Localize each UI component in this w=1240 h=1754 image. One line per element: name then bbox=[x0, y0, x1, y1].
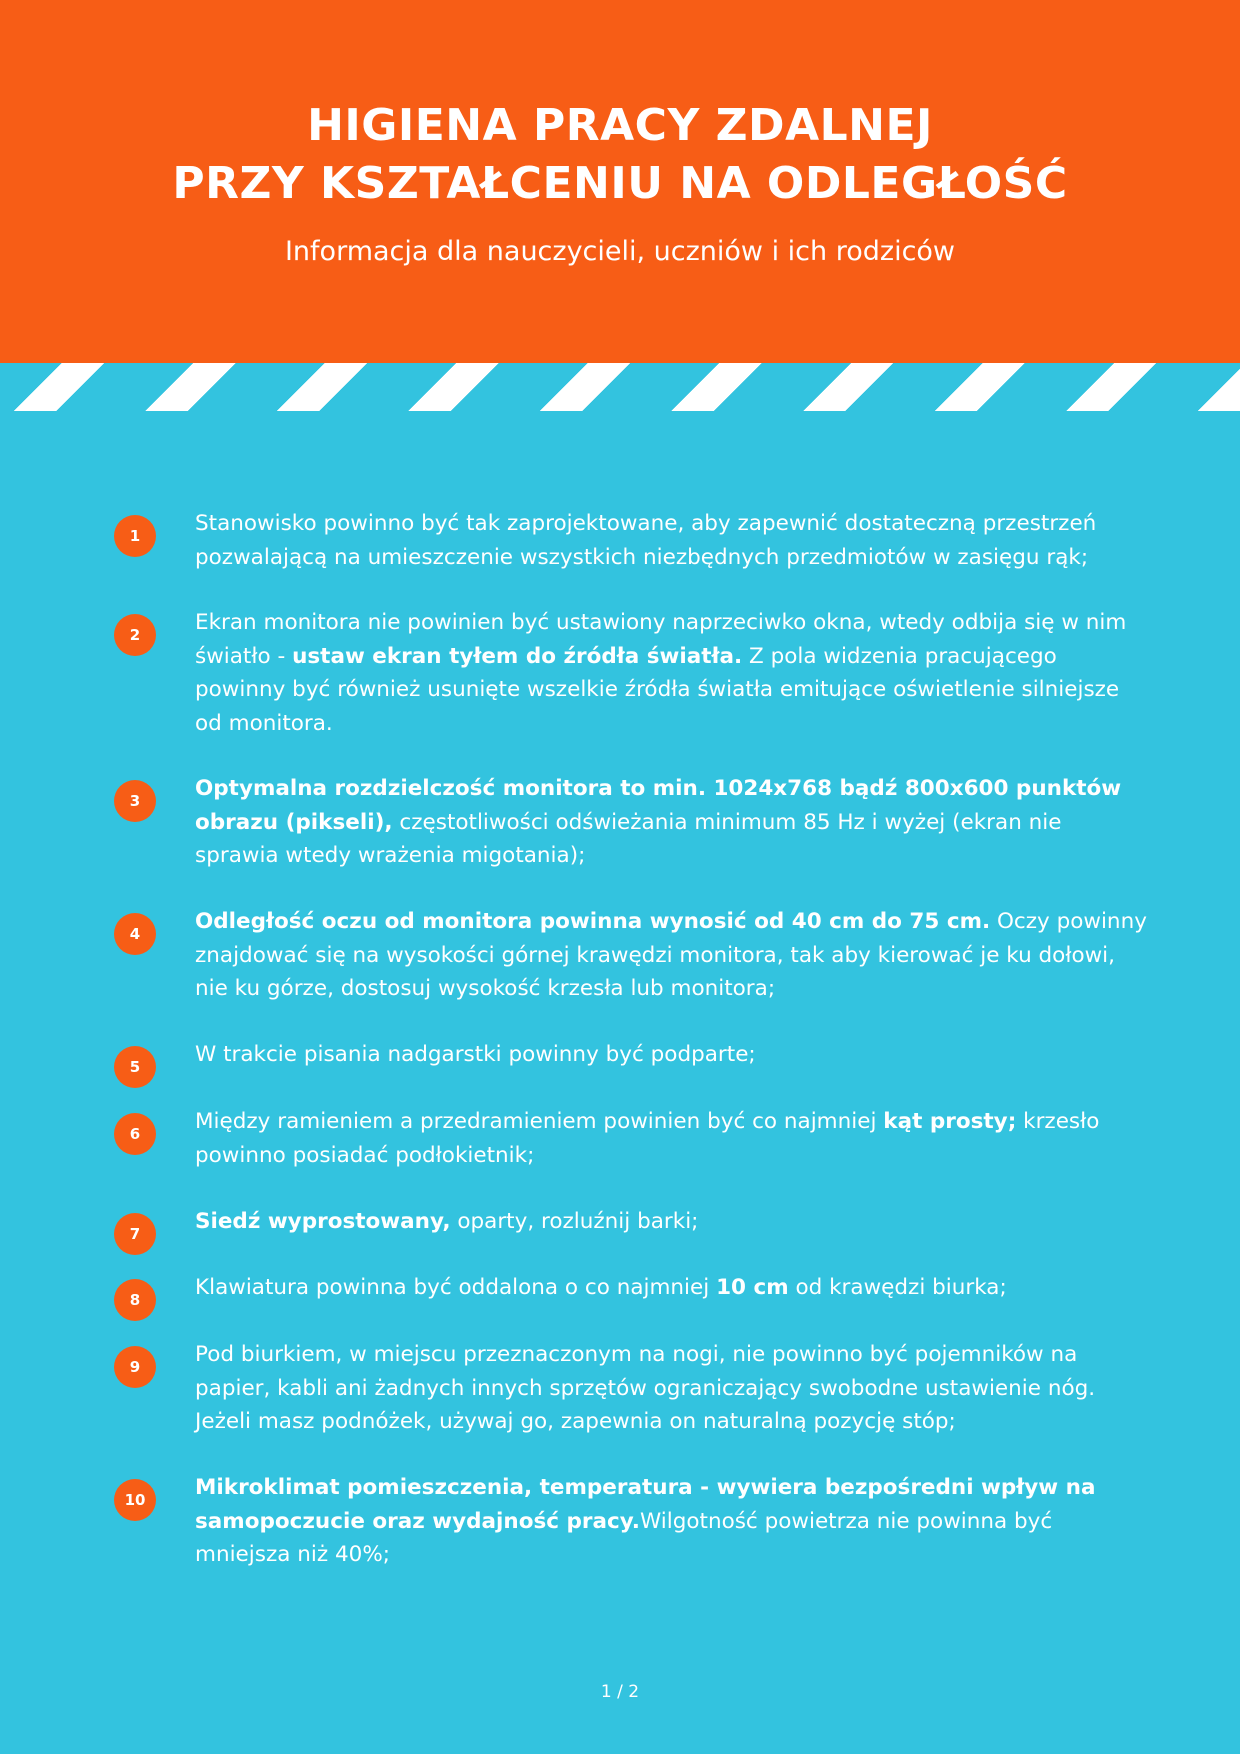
item-text bbox=[195, 507, 1150, 574]
text-segment: Oczy powinny znajdować się na wysokości górnej krawędzi monitora, tak aby kierować je ku dołowi, nie ku górze, dostosuj wysokość krzesła lub monitora; bbox=[195, 909, 1147, 1001]
number-badge: 1 bbox=[114, 515, 156, 557]
text-segment: Z pola widzenia pracującego powinny być również usunięte wszelkie źródła światła emitujące oświetlenie silniejsze od monitora. bbox=[195, 643, 1120, 736]
item-text bbox=[195, 1205, 1150, 1239]
item-text bbox=[195, 1471, 1150, 1572]
title-line-2: PRZY KSZTAŁCENIU NA ODLEGŁOŚĆ bbox=[172, 158, 1068, 209]
number-badge: 9 bbox=[114, 1346, 156, 1388]
text-segment-bold: kąt prosty; bbox=[883, 1109, 1017, 1134]
text-segment: Ekran monitora nie powinien być ustawiony naprzeciwko okna, wtedy odbija się w nim światło - bbox=[195, 610, 1127, 669]
text-segment-bold: ustaw ekran tyłem do źródła światła. bbox=[292, 643, 743, 669]
text-segment: krzesło powinno posiadać podłokietnik; bbox=[195, 1109, 1100, 1168]
text-segment-bold: Siedź wyprostowany, bbox=[195, 1209, 451, 1234]
number-badge: 3 bbox=[114, 780, 156, 822]
page-indicator: 1 / 2 bbox=[600, 1682, 640, 1702]
text-segment: oparty, rozluźnij barki; bbox=[450, 1209, 699, 1234]
text-segment: W trakcie pisania nadgarstki powinny być podparte; bbox=[195, 1042, 756, 1067]
number-badge: 5 bbox=[114, 1046, 156, 1088]
text-segment: Stanowisko powinno być tak zaprojektowane, aby zapewnić dostateczną przestrzeń pozwalającą na umieszczenie wszystkich niezbędnych przedmiotów w zasięgu rąk; bbox=[195, 511, 1097, 570]
text-segment: Klawiatura powinna być oddalona o co najmniej bbox=[195, 1275, 717, 1300]
text-segment: częstotliwości odświeżania minimum 85 Hz i wyżej (ekran nie sprawia wtedy wrażenia migotania); bbox=[195, 809, 1062, 868]
item-text bbox=[195, 1338, 1150, 1439]
text-segment-bold: Optymalna rozdzielczość monitora to min. 1024x768 bądź 800x600 punktów obrazu (pikseli), bbox=[195, 776, 1122, 835]
text-segment: od krawędzi biurka; bbox=[788, 1275, 1007, 1300]
number-badge: 2 bbox=[114, 614, 156, 656]
item-text bbox=[195, 1105, 1150, 1172]
text-segment-bold: Odległość oczu od monitora powinna wynosić od 40 cm do 75 cm. bbox=[195, 909, 991, 934]
item-text bbox=[195, 1038, 1150, 1072]
text-segment-bold: Mikroklimat pomieszczenia, temperatura - wywiera bezpośredni wpływ na samopoczucie oraz wydajność pracy. bbox=[195, 1475, 1096, 1534]
item-text bbox=[195, 606, 1150, 740]
text-segment: Pod biurkiem, w miejscu przeznaczonym na nogi, nie powinno być pojemników na papier, kabli ani żadnych innych sprzętów ograniczający swobodne ustawienie nóg. Jeżeli masz podnóżek, używaj go, zapewnia on naturalną pozycję stóp; bbox=[195, 1342, 1096, 1434]
item-text bbox=[195, 772, 1150, 873]
title-line-1: HIGIENA PRACY ZDALNEJ bbox=[307, 100, 933, 151]
text-segment-bold: 10 cm bbox=[716, 1275, 789, 1300]
item-text bbox=[195, 905, 1150, 1006]
number-badge: 6 bbox=[114, 1113, 156, 1155]
number-badge: 7 bbox=[114, 1213, 156, 1255]
number-badge: 8 bbox=[114, 1279, 156, 1321]
item-text bbox=[195, 1271, 1150, 1305]
page-subtitle: Informacja dla nauczycieli, uczniów i ich rodziców bbox=[284, 236, 956, 267]
text-segment: Między ramieniem a przedramieniem powinien być co najmniej bbox=[195, 1109, 884, 1134]
text-segment: Wilgotność powietrza nie powinna być mniejsza niż 40%; bbox=[195, 1508, 1053, 1567]
number-badge: 10 bbox=[114, 1479, 156, 1521]
number-badge: 4 bbox=[114, 913, 156, 955]
